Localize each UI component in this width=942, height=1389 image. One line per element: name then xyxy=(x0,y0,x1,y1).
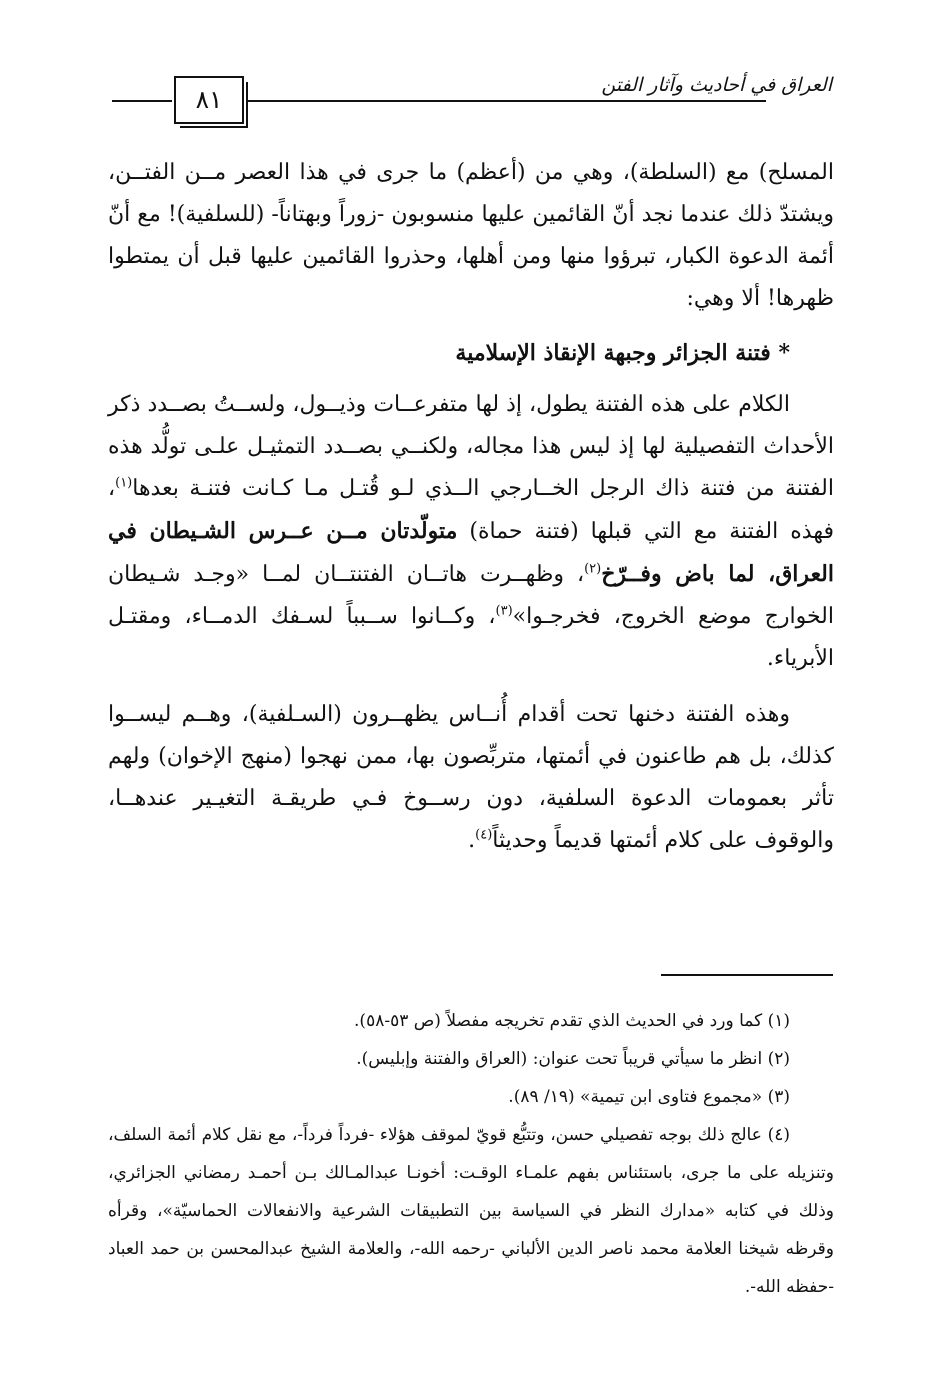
emphasis-text: متولّدتان مــن عــرس الشـيطان في العراق، لما باض وفــرّخ xyxy=(108,518,834,587)
footnote-ref-3[interactable]: (٣) xyxy=(495,603,513,619)
paragraph-text: الكلام على هذه الفتنة يطول، إذ لها متفرعــات وذيــول، ولســتُ بصــدد ذكر الأحداث التفصيلية لها إذ ليس هذا مجاله، ولكنــي بصــدد التمثيـل علـى تولُّد هذه الفتنة من فتنة ذاك الرجل الخــارجي الــذي لـو قُتـل مـا كـانت فتنـة بعدها xyxy=(108,392,834,501)
paragraph-smoke xyxy=(108,694,834,862)
footnote-ref-1[interactable]: (١) xyxy=(115,475,133,491)
footnote-1: (١) كما ورد في الحديث الذي تقدم تخريجه مفصلاً (ص ٥٣-٥٨). xyxy=(354,1011,790,1031)
footnote-4: (٤) عالج ذلك بوجه تفصيلي حسن، وتتبُّع قويّ لموقف هؤلاء -فرداً فرداً-، مع نقل كلام أئمة السلف، وتنزيله على ما جرى، باستئناس بفهم علمـاء الوقـت: أخونـا عبدالمـالك بـن أحمـد رمضاني الجزائري، وذلك في كتابه «مدارك النظر في السياسة بين التطبيقات الشرعية والانفعالات الحماسيّة»، وقرأه وقرظه شيخنا العلامة محمد ناصر الدين الألباني -رحمه الله-، والعلامة الشيخ عبدالمحسن بن حمد العباد -حفظه الله-. xyxy=(108,1125,834,1297)
footnote-2: (٢) انظر ما سيأتي قريباً تحت عنوان: (العراق والفتنة وإبليس). xyxy=(356,1049,790,1069)
page-number-box xyxy=(174,76,244,124)
book-title: العراق في أحاديث وآثار الفتن xyxy=(601,74,832,96)
footnote-separator xyxy=(661,974,833,976)
paragraph-text: ، وكــانوا ســبباً لسـفك الدمــاء، ومقتـل الأبرياء. xyxy=(108,604,834,671)
page-header xyxy=(112,64,832,134)
paragraph-end: . xyxy=(468,828,476,853)
intro-paragraph: المسلح) مع (السلطة)، وهي من (أعظم) ما جرى في هذا العصر مــن الفتــن، ويشتدّ ذلك عندما نجد أنّ القائمين عليها منسوبون -زوراً وبهتاناً- (للسلفية)! مع أنّ أئمة الدعوة الكبار، تبرؤوا منها ومن أهلها، وحذروا القائمين عليها قبل أن يمتطوا ظهرها! ألا وهي: xyxy=(108,160,834,311)
footnote-ref-4[interactable]: (٤) xyxy=(475,827,493,843)
paragraph-algeria xyxy=(108,384,834,680)
footnote-ref-2[interactable]: (٢) xyxy=(584,561,602,577)
header-rule-right xyxy=(246,100,766,102)
paragraph-text: ، وظهــرت هاتــان الفتنتــان لمــا «وجـد شـيطان الخوارج موضع الخروج، فخرجـوا» xyxy=(108,562,834,629)
main-text xyxy=(108,152,834,862)
section-heading: * فتنة الجزائر وجبهة الإنقاذ الإسلامية xyxy=(455,340,790,366)
paragraph-text: وهذه الفتنة دخنها تحت أقدام أُنــاس يظهــرون (السـلفية)، وهــم ليســوا كذلك، بل هم طاعنون في أئمتها، متربِّصون بها، ممن نهجوا (منهج الإخوان) ولهم تأثر بعمومات الدعوة السلفية، دون رســوخ فـي طريقـة التغيـير عندهــا، والوقوف على كلام أئمتها قديماً وحديثاً xyxy=(108,702,834,853)
paragraph-text: ، فهذه الفتنة مع التي قبلها (فتنة حماة) xyxy=(108,476,834,544)
header-rule-left xyxy=(112,100,172,102)
footnote-3: (٣) «مجموع فتاوى ابن تيمية» (١٩/ ٨٩). xyxy=(508,1087,790,1107)
page-number: ٨١ xyxy=(195,85,223,114)
footnotes xyxy=(108,1002,834,1306)
